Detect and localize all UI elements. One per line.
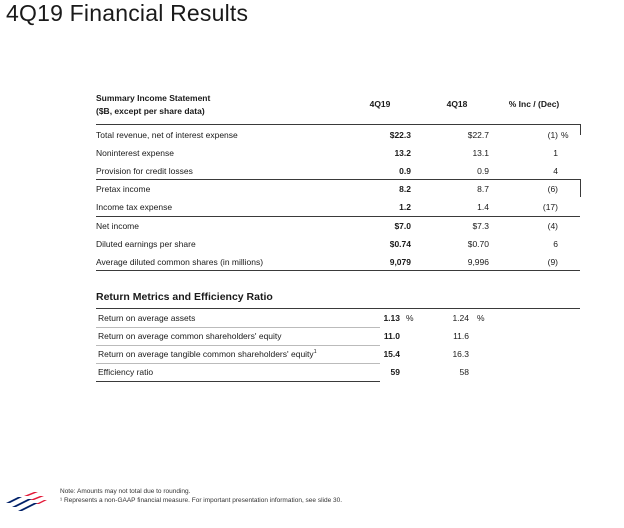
value-pct: 6 [553,239,558,249]
value-4q18: 16.3 [452,349,469,359]
value-4q18: 11.6 [453,331,469,341]
value-4q19: $22.3 [389,130,411,140]
value-4q18: 9,996 [467,257,489,267]
row-label: Net income [96,221,139,231]
value-4q19: 0.9 [399,166,411,176]
value-4q19: $7.0 [394,221,411,231]
footnote-non-gaap: ¹ Represents a non-GAAP financial measure. For important presentation information, see slide 30. [60,497,343,504]
value-4q19: 8.2 [399,184,411,194]
row-label: Diluted earnings per share [96,239,196,249]
summary-heading [96,92,210,118]
row-label: Pretax income [96,184,151,194]
row-label: Return on average common shareholders' equity [98,331,282,341]
col-header-pct-change: % Inc / (Dec) [508,99,560,109]
row-label: Provision for credit losses [96,166,193,176]
value-4q18: 0.9 [477,166,489,176]
divider [96,381,380,382]
footnote-rounding: Note: Amounts may not total due to rounding. [60,488,191,495]
table-row [96,310,485,328]
row-label [98,349,317,359]
pct-suffix: % [406,313,414,323]
table-row [96,198,580,216]
page-title: 4Q19 Financial Results [6,0,249,26]
row-label-text: Return on average tangible common shareholders' equity [98,349,314,359]
value-4q19: 11.0 [383,331,400,341]
value-4q19: $0.74 [389,239,411,249]
value-4q19: 13.2 [394,148,411,158]
divider [580,179,581,197]
row-label: Noninterest expense [96,148,174,158]
summary-heading-line2: ($B, except per share data) [96,106,205,116]
table-row [96,346,469,364]
table-row [96,162,580,180]
pct-suffix: % [561,130,569,140]
row-label: Income tax expense [96,202,173,212]
col-header-4q19: 4Q19 [369,99,391,109]
row-label: Return on average assets [98,313,196,323]
table-row [96,144,580,162]
value-pct: 1 [553,148,558,158]
divider [96,308,580,309]
value-4q19: 1.13 [383,313,400,323]
value-4q18: 58 [459,367,469,377]
table-row [96,180,580,198]
value-4q18: 1.4 [477,202,489,212]
row-label: Efficiency ratio [98,367,154,377]
table-row [96,126,580,144]
value-4q18: 13.1 [472,148,489,158]
value-4q19: 15.4 [383,349,400,359]
value-4q19: 1.2 [399,202,411,212]
value-4q18: $22.7 [467,130,489,140]
divider [96,124,580,125]
value-pct: (6) [547,184,558,194]
footnote-marker: 1 [313,349,317,356]
value-pct: (4) [547,221,558,231]
value-4q18: 1.24 [452,313,469,323]
value-4q19: 9,079 [389,257,411,267]
divider [96,270,580,271]
row-label: Total revenue, net of interest expense [96,130,238,140]
table-row [96,217,580,235]
col-header-4q18: 4Q18 [446,99,468,109]
value-pct: (1) [547,130,558,140]
value-pct: (17) [542,202,558,212]
value-4q18: $7.3 [472,221,489,231]
value-4q19: 59 [390,367,400,377]
value-4q18: 8.7 [477,184,489,194]
table-row [96,328,469,346]
table-row [96,235,580,253]
pct-suffix: % [477,313,485,323]
row-label: Average diluted common shares (in millions) [96,257,264,267]
value-pct: (9) [547,257,558,267]
bank-flag-logo-icon [4,491,48,519]
summary-heading-line1: Summary Income Statement [96,93,211,103]
divider [580,124,581,135]
table-row [96,364,469,382]
value-pct: 4 [553,166,558,176]
table-row [96,253,580,271]
value-4q18: $0.70 [467,239,489,249]
returns-heading: Return Metrics and Efficiency Ratio [96,291,273,303]
